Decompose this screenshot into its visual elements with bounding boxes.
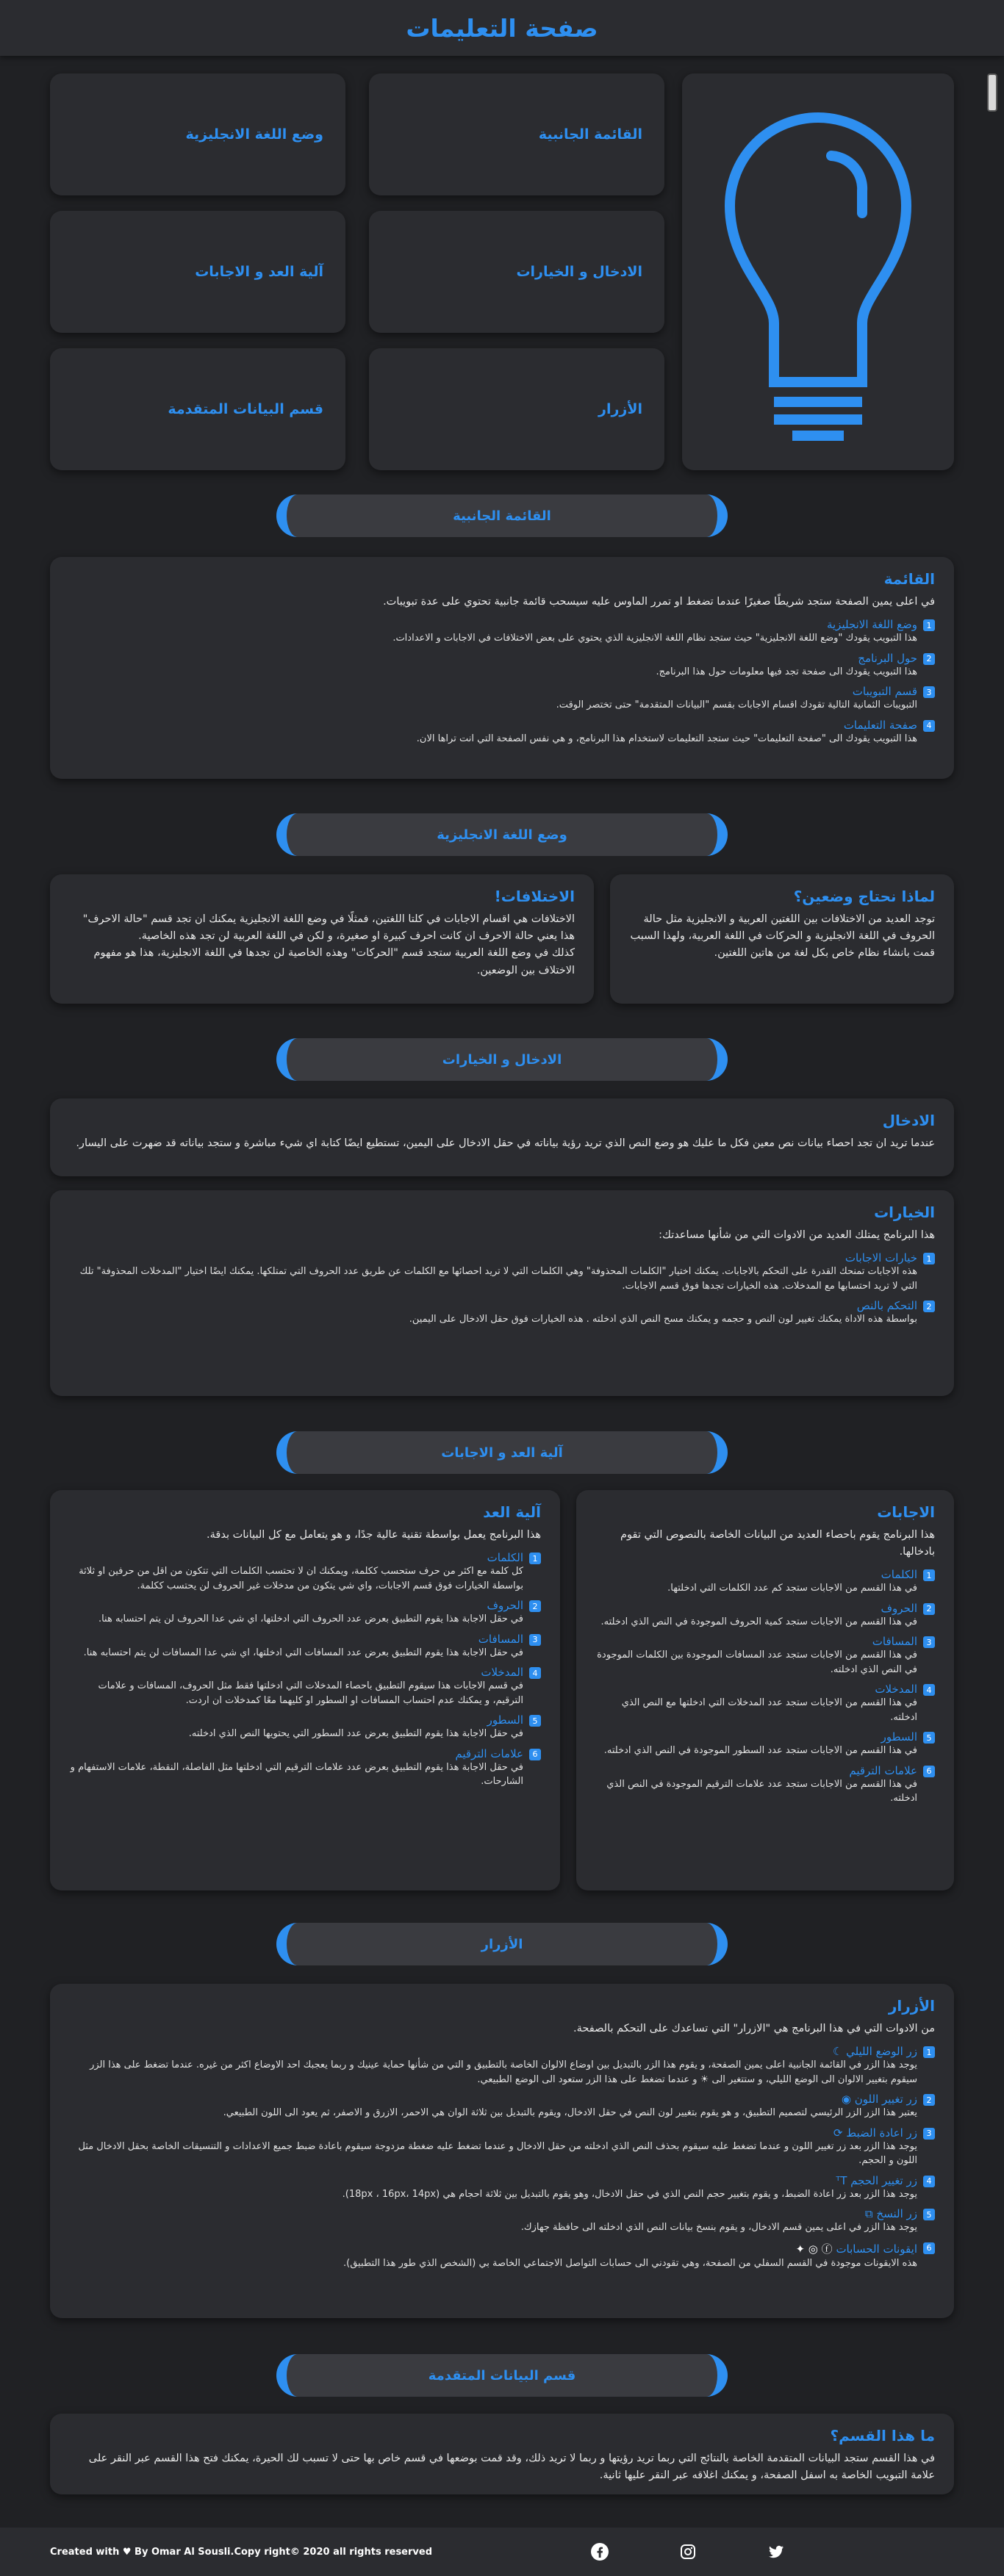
list-item: 2 التحكم بالنص بواسطة هذه الاداة يمكنك تغيير لون النص و حجمه و يمكنك مسح النص الذي ادخلته . هذه الخيارات فوق حقل الادخال على اليمين. bbox=[69, 1299, 935, 1327]
buttons-card bbox=[50, 1984, 954, 2318]
tile-counting-label: آلية العد و الاجابات bbox=[195, 264, 323, 280]
card-text: الاختلافات هي اقسام الاجابات في كلتا اللغتين، فمثلًا في وضع اللغة الانجليزية يمكنك ان تجد قسم "حالة الاحرف" هذا يعني حالة الاحرف ان كانت احرف كبيرة او صغيرة، و لكن في اللغة العربية لن تجد هذه الخاصية. bbox=[82, 913, 575, 943]
tile-english-label: وضع اللغة الانجليزية bbox=[185, 126, 323, 143]
list-item: 5 السطور في هذا القسم من الاجابات ستجد عدد السطور الموجودة في النص الذي ادخلته. bbox=[595, 1730, 935, 1758]
card-intro: هذا البرنامج يقوم باحصاء العديد من البيانات الخاصة بالنصوص التي تقوم بادخالها. bbox=[620, 1529, 935, 1558]
hero-section bbox=[50, 73, 954, 470]
section-pill-label: قسم البيانات المتقدمة bbox=[428, 2367, 576, 2383]
section-pill-label: القائمة الجانبية bbox=[453, 508, 551, 524]
list-item: 6 علامات الترقيم في حقل الاجابة هذا يقوم التطبيق بعرض عدد علامات الترقيم التي ادخلتها مثل الفاصلة، النقطة، علامات الاستفهام و الشارحات. bbox=[69, 1747, 541, 1789]
card-intro: هذا البرنامج يعمل بواسطة تقنية عالية جدًا، و هو يتعامل مع كل البيانات بدقة. bbox=[207, 1529, 541, 1541]
section-pill-label: وضع اللغة الانجليزية bbox=[437, 827, 567, 843]
section-pill-sidebar bbox=[276, 494, 728, 537]
copyright-text: Created with ♥ By Omar Al Sousli.Copy right© 2020 all rights reserved bbox=[50, 2546, 432, 2558]
list-item: 4 المدخلات في قسم الاجابات هذا سيقوم التطبيق باحصاء المدخلات التي ادخلتها فقط مثل الحروف، المسافات و علامات الترقيم، و يمكنك عدم احتساب المسافات او السطور او كليهما معًا كمدخلات ان اردت. bbox=[69, 1666, 541, 1708]
card-title: ما هذا القسم؟ bbox=[830, 2427, 935, 2444]
card-intro: من الادوات التي في هذا البرنامج هي "الازرار" التي تساعدك على التحكم بالصفحة. bbox=[573, 2023, 935, 2034]
advanced-card bbox=[50, 2414, 954, 2494]
facebook-icon[interactable] bbox=[591, 2543, 609, 2561]
options-card bbox=[50, 1190, 954, 1396]
tile-io-label: الادخال و الخيارات bbox=[516, 264, 642, 280]
lightbulb-card bbox=[682, 73, 954, 470]
card-title: آلية العد bbox=[483, 1503, 541, 1521]
sidebar-toggle-handle[interactable] bbox=[987, 73, 997, 112]
list-item: 5 السطور في حقل الاجابة هذا يقوم التطبيق بعرض عدد السطور التي يحتويها النص الذي ادخلته. bbox=[69, 1713, 541, 1741]
card-title: لماذا نحتاج وضعين؟ bbox=[793, 888, 935, 905]
sidebar-card bbox=[50, 557, 954, 779]
copy-icon: ⧉ bbox=[864, 2207, 873, 2221]
card-text: كذلك في وضع اللغة العربية ستجد قسم "الحركات" وهذه الخاصية لن تجدها في اللغة الانجليزية، هذا هو مفهوم الاختلاف بين الوضعين. bbox=[93, 947, 575, 976]
tile-advanced-label: قسم البيانات المتقدمة bbox=[168, 401, 323, 417]
card-title: القائمة bbox=[883, 570, 935, 588]
list-item: 2 الحروف في حقل الاجابة هذا يقوم التطبيق بعرض عدد الحروف التي ادخلتها، اي شي عدا الحروف لن يتم احتسابه هنا. bbox=[69, 1599, 541, 1627]
card-text: عندما تريد ان تجد احصاء بيانات نص معين فكل ما عليك هو وضع النص الذي تريد رؤية بياناته في حقل الادخال على اليمين، تستطيع ايضًا كتابة اي شيء مباشرة و ستجد بياناته قد ضهرت على اليسار. bbox=[76, 1137, 935, 1149]
page-header bbox=[0, 0, 1004, 56]
list-item: 3 المسافات في هذا القسم من الاجابات ستجد عدد المسافات الموجودة بين الكلمات الموجودة في النص الذي ادخلته. bbox=[595, 1635, 935, 1677]
card-title: الخيارات bbox=[874, 1204, 935, 1221]
list-item: 3 قسم التبويبات التبويبات الثمانية التالية تقودك اقسام الاجابات بقسم "البيانات المتقدمة" حتى تختصر الوقت. bbox=[69, 685, 935, 713]
list-item: 6 ايقونات الحسابات ⓕ ◎ ✦ هذه الايقونات موجودة في القسم السفلي من الصفحة، وهي تقودني الى حسابات التواصل الاجتماعي الخاصة بي (الشخص الذي طور هذا التطبيق). bbox=[69, 2241, 935, 2271]
page-footer bbox=[0, 2528, 1004, 2576]
list-item: 1 الكلمات في هذا القسم من الاجابات ستجد كم عدد الكلمات التي ادخلتها. bbox=[595, 1568, 935, 1596]
card-title: الاجابات bbox=[877, 1503, 935, 1521]
counting-mechanism-card bbox=[50, 1490, 560, 1890]
lightbulb-icon bbox=[715, 103, 921, 441]
instagram-icon[interactable] bbox=[679, 2543, 697, 2561]
moon-icon: ☾ bbox=[832, 2045, 843, 2059]
card-intro: في اعلى يمين الصفحة ستجد شريطًا صغيرًا عندما تضغط او تمرر الماوس عليه سيسحب قائمة جانبية تحتوي على عدة تبويبات. bbox=[383, 596, 935, 608]
twitter-icon[interactable] bbox=[767, 2543, 785, 2561]
tile-buttons[interactable] bbox=[369, 348, 664, 470]
differences-card bbox=[50, 874, 594, 1004]
social-icons: ⓕ ◎ ✦ bbox=[795, 2242, 833, 2256]
card-title: الاختلافات! bbox=[494, 888, 575, 905]
section-pill-counting bbox=[276, 1431, 728, 1474]
list-item: 1 زر الوضع الليلي ☾ يوجد هذا الزر في القائمة الجانبية اعلى يمين الصفحة، و يقوم هذا الزر بالتبديل بين اوضاع الالوان الخاصة بالتطبيق و التي من شأنها حماية عينيك و ربما يعجبك احد الاوضاع اكثر من غيره. عندما تضغط على هذا الزر سيقوم بتغيير الالوان الى الوضع الليلي، و ستتغير الى ☀ و عندما تضغط على هذا الزر ستعود الى الوضع الطبيعي. bbox=[69, 2045, 935, 2087]
list-item: 3 المسافات في حقل الاجابة هذا يقوم التطبيق بعرض عدد المسافات التي ادخلتها، اي شي عدا المسافات لن يتم احتسابه هنا. bbox=[69, 1633, 541, 1661]
reset-icon: ⟳ bbox=[833, 2126, 843, 2140]
palette-icon: ◉ bbox=[841, 2093, 851, 2107]
font-size-icon: ᵀT bbox=[836, 2173, 847, 2187]
page-title: صفحة التعليمات bbox=[406, 13, 598, 43]
tile-sidebar[interactable] bbox=[369, 73, 664, 195]
section-pill-advanced bbox=[276, 2354, 728, 2397]
list-item: 4 صفحة التعليمات هذا التبويب يقودك الى "صفحة التعليمات" حيث ستجد التعليمات لاستخدام هذا البرنامج، و هي نفس الصفحة التي انت تراها الان. bbox=[69, 719, 935, 746]
list-item: 2 الحروف في هذا القسم من الاجابات ستجد كمية الحروف الموجودة في النص الذي ادخلته. bbox=[595, 1602, 935, 1630]
list-item: 2 زر تغيير اللون ◉ يعتبر هذا الزر الزر الرئيسي لتصميم التطبيق، و هو يقوم بتغيير لون النص في حقل الادخال، ويقوم بالتبديل بين ثلاثة الوان هي الاحمر، الازرق و الاصفر، ثم يعود الى اللون الطبيعي. bbox=[69, 2093, 935, 2120]
answers-card bbox=[576, 1490, 954, 1890]
list-item: 2 حول البرنامج هذا التبويب يقودك الى صفحة تجد فيها معلومات حول هذا البرنامج. bbox=[69, 652, 935, 680]
tile-buttons-label: الأزرار bbox=[598, 401, 642, 417]
list-item: 5 زر النسخ ⧉ يوجد هذا الزر في اعلى يمين قسم الادخال، و يقوم بنسخ بيانات النص الذي ادخلته الى حافظة جهازك. bbox=[69, 2207, 935, 2235]
section-pill-label: الادخال و الخيارات bbox=[442, 1051, 562, 1068]
tile-advanced[interactable] bbox=[50, 348, 345, 470]
list-item: 1 الكلمات كل كلمة مع اكثر من حرف ستحسب ككلمة، ويمكنك ان لا تحتسب الكلمات التي تتكون من اقل من حرفين او ثلاثة بواسطة الخيارات فوق قسم الاجابات، واي شي يتكون من مدخلات غير الحروف لن يحتسب ككلمة. bbox=[69, 1551, 541, 1593]
tile-sidebar-label: القائمة الجانبية bbox=[538, 126, 642, 143]
list-item: 3 زر اعادة الضبط ⟳ يوجد هذا الزر بعد زر تغيير اللون و عندما تضغط عليه سيقوم بحذف النص الذي ادخلته من حقل الادخال و عندما تضغط عليه ضغطة مزدوجة سيقوم باعادة ضبط جميع الاعدادات و التنسيقات الخاصة بحقل الادخال مثل اللون و الحجم. bbox=[69, 2126, 935, 2168]
tile-counting[interactable] bbox=[50, 211, 345, 333]
card-title: الادخال bbox=[882, 1112, 935, 1129]
tile-english[interactable] bbox=[50, 73, 345, 195]
tile-io[interactable] bbox=[369, 211, 664, 333]
section-pill-english bbox=[276, 813, 728, 856]
card-text: توجد العديد من الاختلافات بين اللغتين العربية و الانجليزية مثل حالة الحروف في اللغة الانجليزية و الحركات في اللغة العربية، ولهذا السبب قمت بانشاء نظام خاص بكل لغة من هاتين اللغتين. bbox=[630, 913, 935, 960]
why-two-modes-card bbox=[610, 874, 954, 1004]
card-title: الأزرار bbox=[888, 1997, 935, 2015]
section-pill-label: الأزرار bbox=[481, 1936, 523, 1952]
list-item: 6 علامات الترقيم في هذا القسم من الاجابات ستجد عدد علامات الترقيم الموجودة في النص الذي ادخلته. bbox=[595, 1764, 935, 1806]
list-item: 4 زر تغيير الحجم ᵀT يوجد هذا الزر بعد زر اعادة الضبط، و يقوم بتغيير حجم النص الذي في حقل الادخال، وهو يقوم بالتبديل بين ثلاثة احجام هي (18px ، 16px، 14px). bbox=[69, 2174, 935, 2202]
section-pill-buttons bbox=[276, 1923, 728, 1965]
list-item: 1 خيارات الاجابات هذه الاجابات تمنحك القدرة على التحكم بالاجابات. يمكنك اختيار "الكلمات المحذوفة" وهي الكلمات التي لا تريد احصائها مع الكلمات عن طريق عدد الحروف التي تمتلكها. يمكنك ايضًا اختيار "المدخلات المحذوفة" تلك التي لا تريد احتسابها مع المدخلات. هذه الخيارات تجدها فوق قسم الاجابات. bbox=[69, 1251, 935, 1293]
section-pill-label: آلية العد و الاجابات bbox=[441, 1444, 563, 1461]
card-intro: هذا البرنامج يمتلك العديد من الادوات التي من شأنها مساعدتك: bbox=[659, 1229, 935, 1241]
card-text: في هذا القسم ستجد البيانات المتقدمة الخاصة بالنتائج التي ربما تريد رؤيتها و ربما لا تريد ذلك، وقد قمت بوضعها في قسم خاص بها حتى لا تسبب لك الحيرة، يمكنك فتح هذا القسم عبر النقر على علامة التبويب الخاصة به اسفل الصفحة، و يمكنك اغلاقه عبر النقر عليها ثانية. bbox=[88, 2453, 935, 2482]
section-pill-io bbox=[276, 1038, 728, 1081]
list-item: 1 وضع اللغة الانجليزية هذا التبويب يقودك "وضع اللغة الانجليزية" حيث ستجد نظام اللغة الانجليزية الذي يحتوي على بعض الاختلافات في الاجابات و الاعدادات. bbox=[69, 618, 935, 646]
input-card bbox=[50, 1098, 954, 1176]
list-item: 4 المدخلات في هذا القسم من الاجابات ستجد عدد المدخلات التي ادخلتها مع النص الذي ادخلته. bbox=[595, 1683, 935, 1724]
